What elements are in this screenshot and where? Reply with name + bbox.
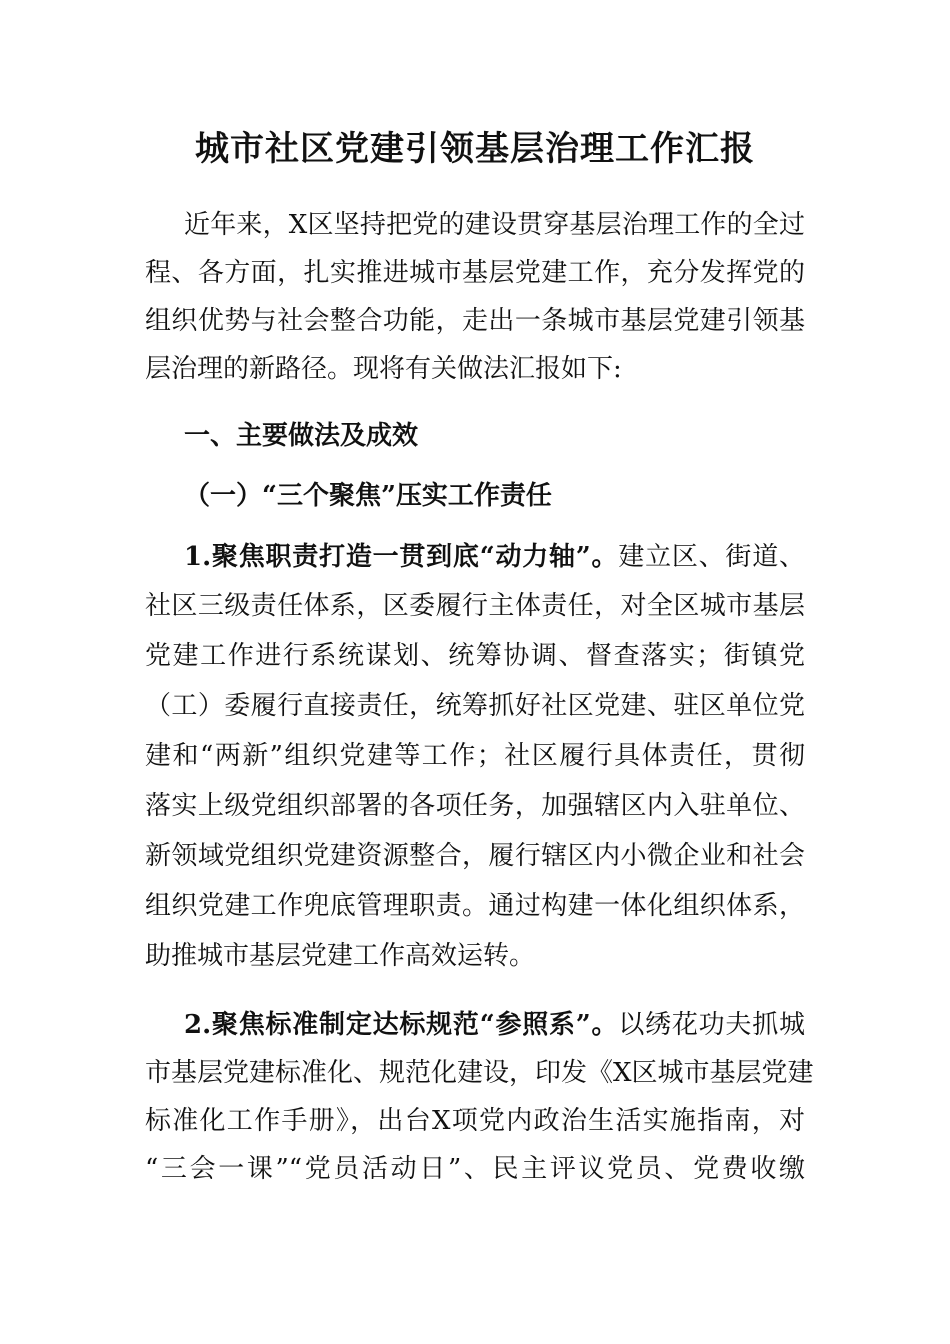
item1-line-8: 助推城市基层党建工作高效运转。 bbox=[145, 941, 536, 971]
intro-line-3: 组织优势与社会整合功能，走出一条城市基层党建引领基 bbox=[145, 306, 805, 336]
item2-lead-rest: 以绣花功夫抓城 bbox=[618, 1010, 805, 1040]
item1-lead-line bbox=[184, 533, 805, 581]
item2-line-3: “三会一课”“党员活动日”、民主评议党员、党费收缴 bbox=[145, 1154, 805, 1184]
item2-line-2: 标准化工作手册》，出台X项党内政治生活实施指南，对 bbox=[145, 1106, 805, 1136]
item2-lead-line bbox=[184, 1001, 805, 1049]
item1-line-7: 组织党建工作兜底管理职责。通过构建一体化组织体系， bbox=[145, 891, 805, 921]
document-title: 城市社区党建引领基层治理工作汇报 bbox=[195, 129, 755, 169]
item2-lead-bold: 2.聚焦标准制定达标规范“参照系”。 bbox=[184, 1010, 619, 1040]
item1-line-3: （工）委履行直接责任，统筹抓好社区党建、驻区单位党 bbox=[145, 691, 805, 721]
item1-lead-bold: 1.聚焦职责打造一贯到底“动力轴”。 bbox=[184, 542, 619, 572]
item1-line-5: 落实上级党组织部署的各项任务，加强辖区内入驻单位、 bbox=[145, 791, 805, 821]
intro-line-4: 层治理的新路径。现将有关做法汇报如下: bbox=[145, 354, 622, 384]
item1-line-4: 建和“两新”组织党建等工作；社区履行具体责任，贯彻 bbox=[145, 741, 805, 771]
section-heading: 一、主要做法及成效 bbox=[184, 421, 419, 451]
item1-lead-rest: 建立区、街道、 bbox=[618, 542, 805, 572]
subsection-heading: （一）“三个聚焦”压实工作责任 bbox=[184, 481, 552, 511]
item2-line-1: 市基层党建标准化、规范化建设，印发《X区城市基层党建 bbox=[145, 1058, 814, 1088]
intro-line-2: 程、各方面，扎实推进城市基层党建工作，充分发挥党的 bbox=[145, 258, 805, 288]
item1-line-2: 党建工作进行系统谋划、统筹协调、督查落实；街镇党 bbox=[145, 641, 805, 671]
item1-line-1: 社区三级责任体系，区委履行主体责任，对全区城市基层 bbox=[145, 591, 805, 621]
intro-line-1: 近年来，X区坚持把党的建设贯穿基层治理工作的全过 bbox=[184, 210, 805, 240]
item1-line-6: 新领域党组织党建资源整合，履行辖区内小微企业和社会 bbox=[145, 841, 805, 871]
